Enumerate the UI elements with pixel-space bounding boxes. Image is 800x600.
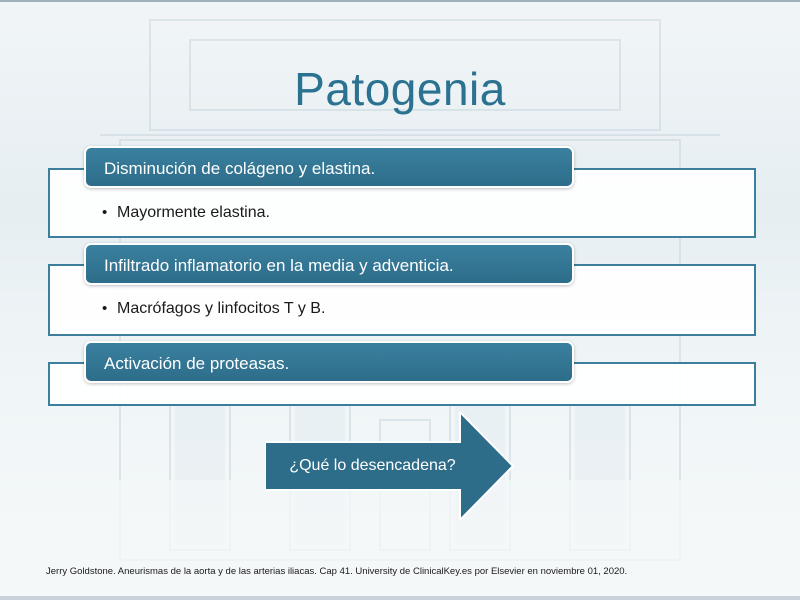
slide-bottom-border [0, 596, 800, 600]
question-arrow-shape [265, 412, 515, 520]
heading-bar-3: Activación de proteasas. [84, 341, 574, 383]
slide-title: Patogenia [294, 63, 506, 115]
arrow-label: ¿Qué lo desencadena? [289, 457, 456, 474]
heading-bar-2: Infiltrado inflamatorio en la media y adventicia. [84, 243, 574, 285]
citation-footer: Jerry Goldstone. Aneurismas de la aorta y de las arterias iliacas. Cap 41. University de ClinicalKey.es por Elsevier en noviembre 01, 2020. [46, 566, 628, 577]
heading-bar-1: Disminución de colágeno y elastina. [84, 146, 574, 188]
bullet-item-1: • Mayormente elastina. [102, 204, 270, 222]
bullet-item-2: • Macrófagos y linfocitos T y B. [102, 300, 325, 318]
